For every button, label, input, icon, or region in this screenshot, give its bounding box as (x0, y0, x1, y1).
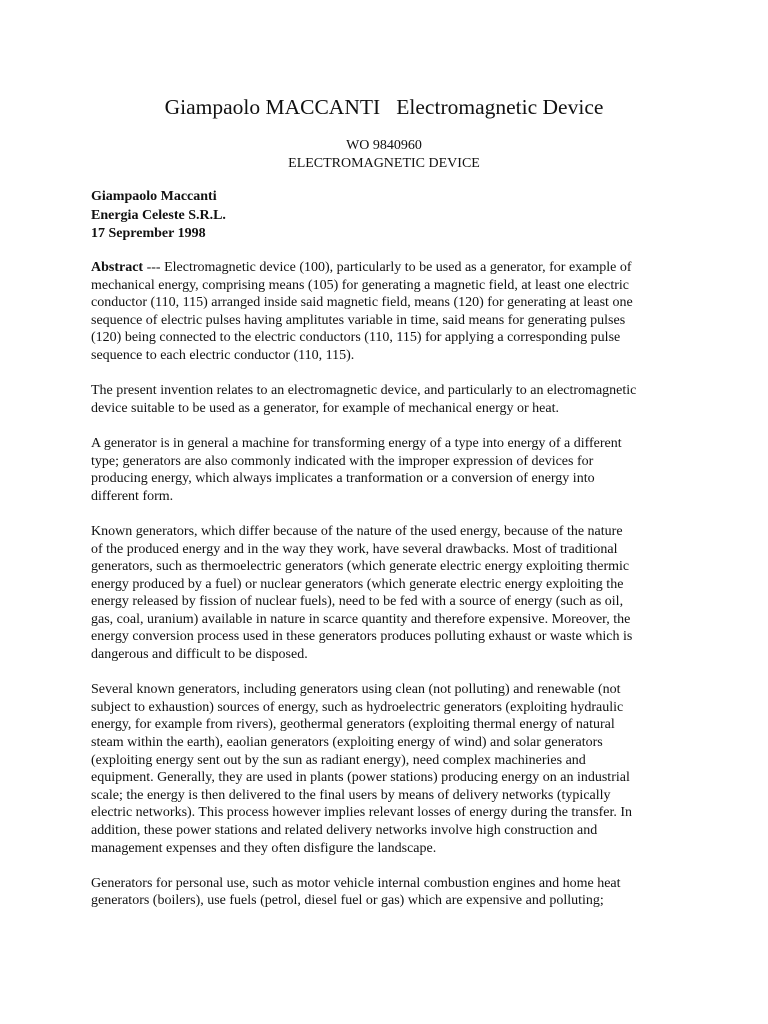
body-paragraph (91, 435, 691, 505)
text-line: Generators for personal use, such as motor vehicle internal combustion engines and home heat (91, 875, 621, 891)
document-body (91, 259, 691, 928)
text-line: electric networks). This process however implies relevant losses of energy during the transfer. In (91, 805, 633, 821)
text-line: gas, coal, uranium) available in nature in scarce quantity and therefore expensive. Moreover, the (91, 611, 631, 627)
text-line: generators (boilers), use fuels (petrol, diesel fuel or gas) which are expensive and polluting; (91, 893, 604, 909)
patent-number: WO 9840960 (346, 138, 422, 153)
text-line: dangerous and difficult to be disposed. (91, 647, 308, 663)
publication-date: 17 Seprember 1998 (91, 226, 206, 241)
text-line: A generator is in general a machine for transforming energy of a type into energy of a different (91, 435, 622, 451)
text-line: of the produced energy and in the way they work, have several drawbacks. Most of traditional (91, 541, 618, 557)
document-title: Giampaolo MACCANTI Electromagnetic Device (164, 95, 604, 119)
text-line: type; generators are also commonly indicated with the improper expression of devices for (91, 453, 594, 469)
text-line: equipment. Generally, they are used in plants (power stations) producing energy on an industrial (91, 770, 630, 786)
text-line: different form. (91, 488, 174, 504)
author-name: Giampaolo Maccanti (91, 189, 217, 204)
text-line: (exploiting energy sent out by the sun as radiant energy), need complex machineries and (91, 752, 586, 768)
text-line: conductor (110, 115) arranged inside said magnetic field, means (120) for generating at least one (91, 295, 633, 311)
text-line: steam within the earth), eaolian generators (exploiting energy of wind) and solar generators (91, 735, 603, 751)
text-line: generators, such as thermoelectric generators (which generate electric energy exploiting thermic (91, 559, 630, 575)
text-line: device suitable to be used as a generator, for example of mechanical energy or heat. (91, 400, 559, 416)
text-line: producing energy, which always implicates a tranformation or a conversion of energy into (91, 471, 595, 487)
abstract-label: Abstract (91, 260, 144, 275)
text-line: energy conversion process used in these generators produces polluting exhaust or waste which is (91, 629, 633, 645)
text-line: Several known generators, including generators using clean (not polluting) and renewable (not (91, 682, 621, 698)
abstract-paragraph (91, 259, 691, 365)
text-line: The present invention relates to an electromagnetic device, and particularly to an electromagnetic (91, 383, 637, 399)
text-line: sequence of electric pulses having amplitutes variable in time, said means for generating pulses (91, 312, 626, 328)
abstract-first-line: --- Electromagnetic device (100), particularly to be used as a generator, for example of (143, 260, 632, 275)
company-name: Energia Celeste S.R.L. (91, 207, 226, 223)
body-paragraph (91, 681, 691, 857)
text-line: sequence to each electric conductor (110, 115). (91, 347, 355, 363)
text-line: management expenses and they often disfigure the landscape. (91, 840, 437, 856)
text-line (91, 259, 691, 277)
text-line: Known generators, which differ because of the nature of the used energy, because of the nature (91, 523, 623, 539)
text-line: mechanical energy, comprising means (105) for generating a magnetic field, at least one electric (91, 277, 629, 293)
body-paragraph (91, 523, 691, 664)
text-line: (120) being connected to the electric conductors (110, 115) for applying a corresponding pulse (91, 330, 621, 346)
body-paragraph (91, 382, 691, 417)
body-paragraph (91, 875, 691, 910)
text-line: subject to exhaustion) sources of energy, such as hydroelectric generators (exploiting hydraulic (91, 699, 624, 715)
text-line: energy, for example from rivers), geothermal generators (exploiting thermal energy of natural (91, 717, 615, 733)
text-line: scale; the energy is then delivered to the final users by means of delivery networks (typically (91, 787, 611, 803)
text-line: energy produced by a fuel) or nuclear generators (which generate electric energy exploiting the (91, 576, 624, 592)
patent-title: ELECTROMAGNETIC DEVICE (288, 156, 480, 171)
patent-header (0, 137, 768, 173)
text-line: addition, these power stations and related delivery networks involve high construction and (91, 823, 598, 838)
text-line: energy released by fission of nuclear fuels), need to be fed with a source of energy (such as oil, (91, 594, 624, 610)
author-block (91, 188, 226, 244)
